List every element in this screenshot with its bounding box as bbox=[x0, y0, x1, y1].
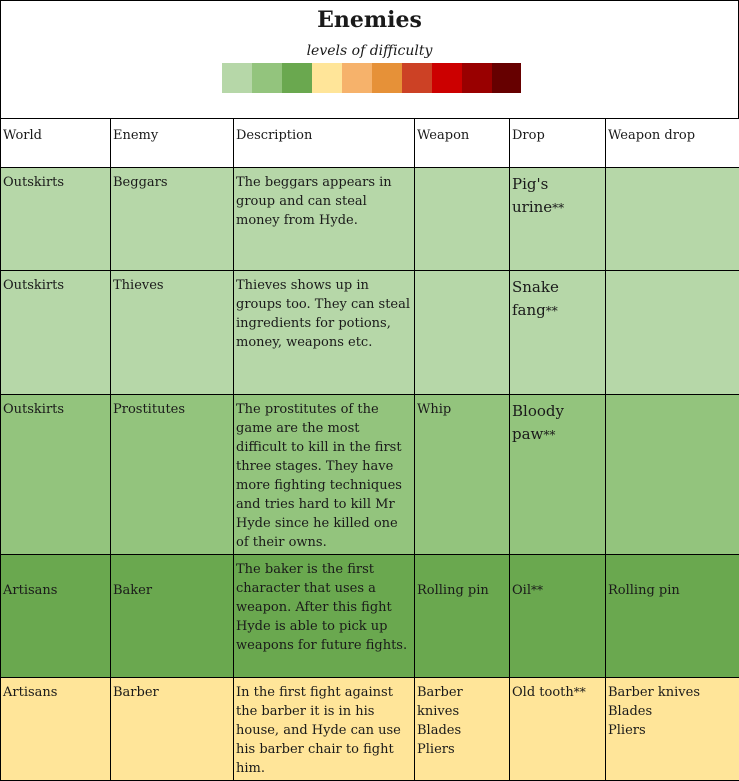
weapon-drop-item: Blades bbox=[608, 702, 737, 721]
cell-weapon bbox=[415, 678, 510, 781]
legend-swatch bbox=[342, 63, 372, 93]
legend-swatch bbox=[282, 63, 312, 93]
cell-description: In the first fight against the barber it is in his house, and Hyde can use his barber chair to fight him. bbox=[234, 678, 415, 781]
cell-drop bbox=[510, 555, 606, 678]
legend-swatch bbox=[222, 63, 252, 93]
drop-text: Snake fang bbox=[512, 278, 559, 319]
document-header bbox=[0, 0, 739, 118]
cell-weapon-drop bbox=[606, 271, 739, 395]
cell-drop bbox=[510, 395, 606, 555]
legend-swatch bbox=[432, 63, 462, 93]
column-header-weapon: Weapon bbox=[415, 119, 510, 168]
difficulty-legend bbox=[222, 63, 521, 93]
cell-world: Outskirts bbox=[1, 271, 111, 395]
cell-enemy: Prostitutes bbox=[111, 395, 234, 555]
cell-world: Artisans bbox=[1, 678, 111, 781]
cell-description: Thieves shows up in groups too. They can steal ingredients for potions, money, weapons etc. bbox=[234, 271, 415, 395]
cell-enemy: Thieves bbox=[111, 271, 234, 395]
cell-weapon-drop bbox=[606, 555, 739, 678]
cell-enemy: Barber bbox=[111, 678, 234, 781]
page-subtitle: levels of difficulty bbox=[1, 43, 738, 59]
cell-drop bbox=[510, 168, 606, 271]
table-row bbox=[1, 168, 739, 271]
drop-mark: ** bbox=[546, 304, 558, 318]
column-header-drop: Drop bbox=[510, 119, 606, 168]
cell-description: The prostitutes of the game are the most difficult to kill in the first three stages. They have more fighting techniques and tries hard to kill Mr Hyde since he killed one of their owns. bbox=[234, 395, 415, 555]
table-row bbox=[1, 555, 739, 678]
legend-swatch bbox=[492, 63, 521, 93]
legend-swatch bbox=[402, 63, 432, 93]
cell-drop bbox=[510, 271, 606, 395]
weapon-drop-item: Barber knives bbox=[608, 683, 737, 702]
weapon-item: Pliers bbox=[417, 740, 507, 759]
table-row bbox=[1, 395, 739, 555]
legend-swatch bbox=[312, 63, 342, 93]
weapon-item: Rolling pin bbox=[417, 581, 507, 600]
drop-mark: ** bbox=[543, 428, 555, 442]
cell-weapon bbox=[415, 395, 510, 555]
column-header-description: Description bbox=[234, 119, 415, 168]
cell-enemy: Baker bbox=[111, 555, 234, 678]
drop-text: Bloody paw bbox=[512, 402, 564, 443]
weapon-item: Blades bbox=[417, 721, 507, 740]
page-title: Enemies bbox=[1, 7, 738, 33]
column-header-weapon-drop: Weapon drop bbox=[606, 119, 739, 168]
column-header-world: World bbox=[1, 119, 111, 168]
cell-weapon-drop bbox=[606, 168, 739, 271]
cell-weapon bbox=[415, 168, 510, 271]
cell-description: The baker is the first character that uses a weapon. After this fight Hyde is able to pick up weapons for future fights. bbox=[234, 555, 415, 678]
cell-weapon bbox=[415, 555, 510, 678]
weapon-drop-item: Rolling pin bbox=[608, 581, 737, 600]
column-header-enemy: Enemy bbox=[111, 119, 234, 168]
cell-enemy: Beggars bbox=[111, 168, 234, 271]
cell-world: Outskirts bbox=[1, 395, 111, 555]
legend-swatch bbox=[252, 63, 282, 93]
weapon-item: Barber knives bbox=[417, 683, 507, 721]
cell-world: Artisans bbox=[1, 555, 111, 678]
weapon-item: Whip bbox=[417, 400, 507, 419]
legend-swatch bbox=[372, 63, 402, 93]
drop-mark: ** bbox=[531, 583, 543, 597]
enemies-table bbox=[0, 118, 739, 781]
table-header-row bbox=[1, 119, 739, 168]
table-row bbox=[1, 678, 739, 781]
cell-weapon-drop bbox=[606, 395, 739, 555]
weapon-drop-item: Pliers bbox=[608, 721, 737, 740]
drop-mark: ** bbox=[552, 201, 564, 215]
drop-text: Pig's urine bbox=[512, 175, 552, 216]
cell-weapon-drop bbox=[606, 678, 739, 781]
cell-drop bbox=[510, 678, 606, 781]
cell-weapon bbox=[415, 271, 510, 395]
drop-mark: ** bbox=[574, 685, 586, 699]
table-row bbox=[1, 271, 739, 395]
drop-text: Old tooth bbox=[512, 685, 574, 700]
drop-text: Oil bbox=[512, 583, 531, 598]
cell-world: Outskirts bbox=[1, 168, 111, 271]
legend-swatch bbox=[462, 63, 492, 93]
cell-description: The beggars appears in group and can steal money from Hyde. bbox=[234, 168, 415, 271]
